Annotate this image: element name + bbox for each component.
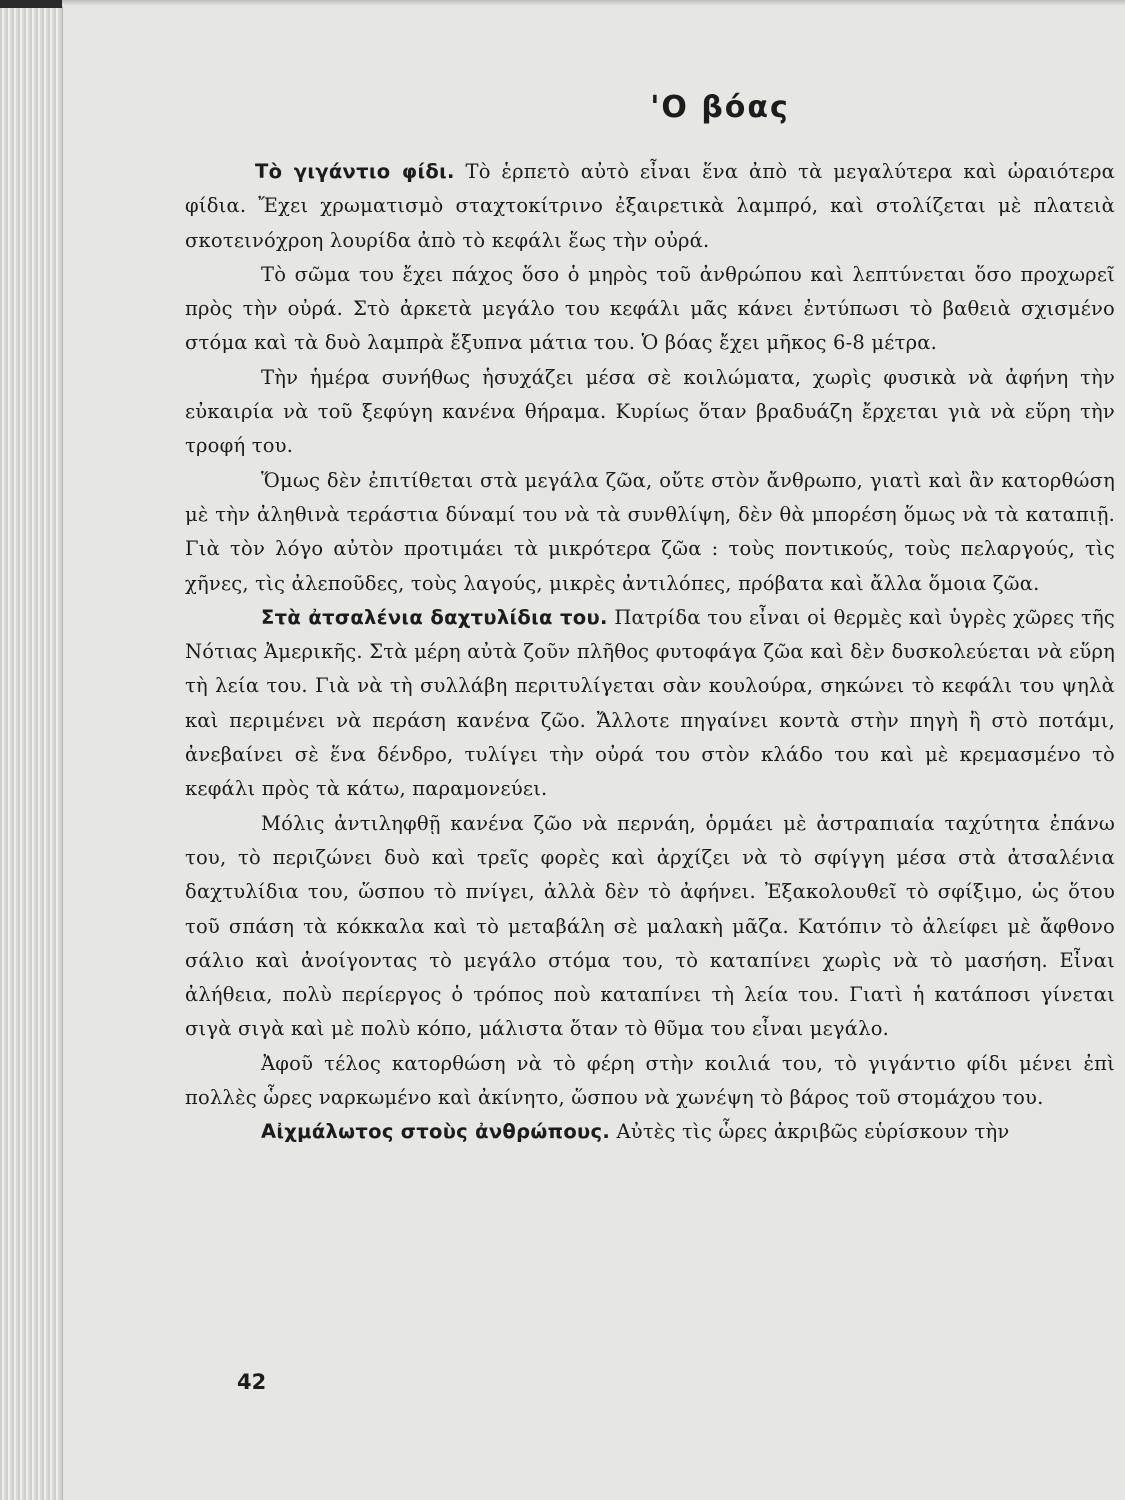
paragraph-1-heading: Τὸ γιγάντιο φίδι. <box>255 160 455 183</box>
book-page-edges <box>0 0 63 1500</box>
paragraph-3-text: Τὴν ἡμέρα συνήθως ἡσυχάζει μέσα σὲ κοιλώματα, χωρὶς φυσικὰ νὰ ἀφήνη τὴν εὐκαιρία νὰ τοῦ ξεφύγη κανένα θήραμα. Κυρίως ὅταν βραδυάζη ἔρχεται γιὰ νὰ εὕρη τὴν τροφή του. <box>185 365 1115 458</box>
paragraph-6 <box>185 807 1115 1047</box>
paragraph-6-text: Μόλις ἀντιληφθῇ κανένα ζῶο νὰ περνάη, ὁρμάει μὲ ἀστραπιαία ταχύτητα ἐπάνω του, τὸ περιζώνει δυὸ καὶ τρεῖς φορὲς καὶ ἀρχίζει νὰ τὸ σφίγγη μέσα στὰ ἀτσαλένια δαχτυλίδια του, ὥσπου τὸ πνίγει, ἀλλὰ δὲν τὸ ἀφήνει. Ἐξακολουθεῖ τὸ σφίξιμο, ὡς ὅτου τοῦ σπάση τὰ κόκκαλα καὶ τὸ μεταβάλη σὲ μαλακὴ μᾶζα. Κατόπιν τὸ ἀλείφει μὲ ἄφθονο σάλιο καὶ ἀνοίγοντας τὸ μεγάλο στόμα του, τὸ καταπίνει χωρὶς νὰ τὸ μασήση. Εἶναι ἀλήθεια, πολὺ περίεργος ὁ τρόπος ποὺ καταπίνει τὴ λεία του. Γιατὶ ἡ κατάποσι γίνεται σιγὰ σιγὰ καὶ μὲ πολὺ κόπο, μάλιστα ὅταν τὸ θῦμα του εἶναι μεγάλο. <box>185 811 1115 1041</box>
paragraph-2-text: Τὸ σῶμα του ἔχει πάχος ὅσο ὁ μηρὸς τοῦ ἀνθρώπου καὶ λεπτύνεται ὅσο προχωρεῖ πρὸς τὴν οὐρά. Στὸ ἀρκετὰ μεγάλο του κεφάλι μᾶς κάνει ἐντύπωσι τὸ βαθειὰ σχισμένο στόμα καὶ τὰ δυὸ λαμπρὰ ἔξυπνα μάτια του. Ὁ βόας ἔχει μῆκος 6-8 μέτρα. <box>185 262 1115 355</box>
paragraph-4 <box>185 464 1115 601</box>
paragraph-5 <box>185 601 1115 807</box>
paragraph-1 <box>185 155 1115 258</box>
paragraph-5-heading: Στὰ ἀτσαλένια δαχτυλίδια του. <box>261 605 608 629</box>
paragraph-8-heading: Αἰχμάλωτος στοὺς ἀνθρώπους. <box>261 1120 611 1144</box>
paragraph-1-text: Τὸ ἑρπετὸ αὐτὸ εἶναι ἕνα ἀπὸ τὰ μεγαλύτερα καὶ ὡραιότερα φίδια. Ἔχει χρωματισμὸ σταχτοκίτρινο ἐξαιρετικὰ λαμπρό, καὶ στολίζεται μὲ πλατειὰ σκοτεινόχροη λουρίδα ἀπὸ τὸ κεφάλι ἕως τὴν οὐρά. <box>185 160 1115 252</box>
paragraph-7-text: Ἀφοῦ τέλος κατορθώση νὰ τὸ φέρη στὴν κοιλιά του, τὸ γιγάντιο φίδι μένει ἐπὶ πολλὲς ὧρες ναρκωμένο καὶ ἀκίνητο, ὥσπου νὰ χωνέψη τὸ βάρος τοῦ στομάχου του. <box>185 1051 1115 1110</box>
paragraph-7 <box>185 1047 1115 1116</box>
page-title: 'Ο βόας <box>650 90 790 125</box>
page-number: 42 <box>237 1370 267 1394</box>
page-body <box>185 90 1115 1150</box>
page-top-shadow <box>62 0 1125 6</box>
paragraph-5-text: Πατρίδα του εἶναι οἱ θερμὲς καὶ ὑγρὲς χῶρες τῆς Νότιας Ἀμερικῆς. Στὰ μέρη αὐτὰ ζοῦν πλῆθος φυτοφάγα ζῶα καὶ δὲν δυσκολεύεται νὰ εὕρη τὴ λεία του. Γιὰ νὰ τὴ συλλάβη περιτυλίγεται σὰν κουλούρα, σηκώνει τὸ κεφάλι του ψηλὰ καὶ περιμένει νὰ περάση κανένα ζῶο. Ἄλλοτε πηγαίνει κοντὰ στὴν πηγὴ ἢ στὸ ποτάμι, ἀνεβαίνει σὲ ἕνα δένδρο, τυλίγει τὴν οὐρά του στὸν κλάδο του καὶ μὲ κρεμασμένο τὸ κεφάλι πρὸς τὰ κάτω, παραμονεύει. <box>185 605 1115 801</box>
paragraph-4-text: Ὅμως δὲν ἐπιτίθεται στὰ μεγάλα ζῶα, οὔτε στὸν ἄνθρωπο, γιατὶ καὶ ἂν κατορθώση μὲ τὴν ἀληθινὰ τεράστια δύναμί του νὰ τὰ συνθλίψη, δὲν θὰ μπορέση ὅμως νὰ τὰ καταπιῇ. Γιὰ τὸν λόγο αὐτὸν προτιμάει τὰ μικρότερα ζῶα : τοὺς ποντικούς, τοὺς πελαργούς, τὶς χῆνες, τὶς ἀλεποῦδες, τοὺς λαγούς, μικρὲς ἀντιλόπες, πρόβατα καὶ ἄλλα ὅμοια ζῶα. <box>185 468 1115 595</box>
paragraph-2 <box>185 258 1115 361</box>
paragraph-8-text: Αὐτὲς τὶς ὧρες ἀκριβῶς εὑρίσκουν τὴν <box>610 1120 1010 1144</box>
paragraph-3 <box>185 361 1115 464</box>
paragraph-8 <box>185 1115 1115 1149</box>
